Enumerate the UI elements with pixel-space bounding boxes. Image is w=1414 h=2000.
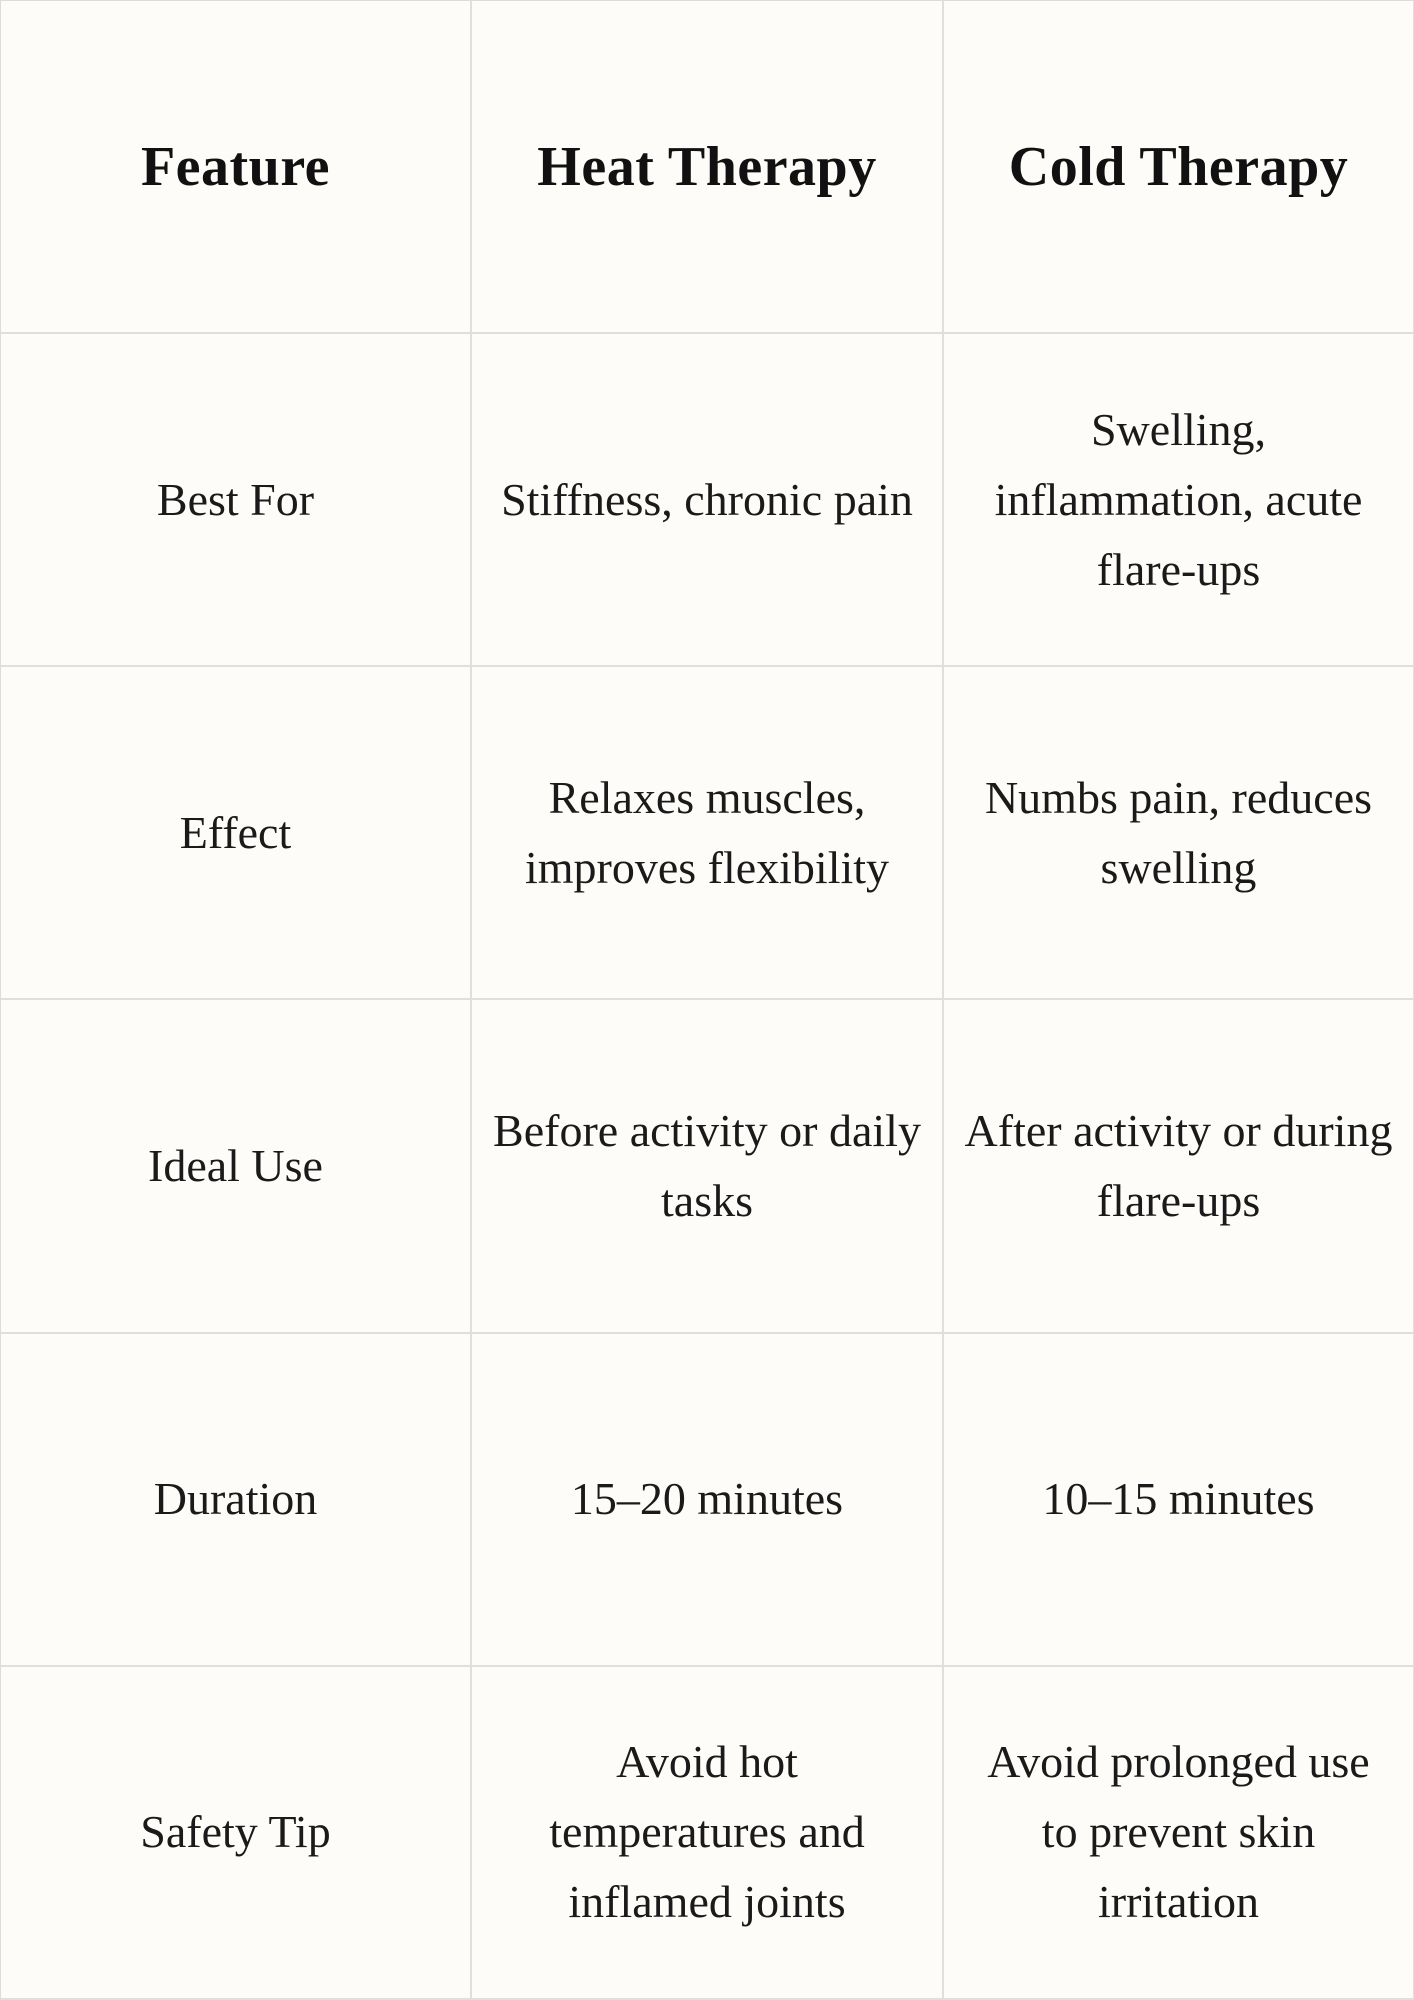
cell-text: After activity or during flare-ups bbox=[964, 1105, 1393, 1227]
header-cold-therapy bbox=[944, 1, 1414, 334]
row-best-for-cold bbox=[944, 334, 1414, 667]
cell-text: Numbs pain, reduces swelling bbox=[984, 771, 1373, 893]
cell-text: 15–20 minutes bbox=[570, 1473, 844, 1525]
row-duration-cold bbox=[944, 1334, 1414, 1667]
cell-text: Stiffness, chronic pain bbox=[501, 473, 913, 525]
row-ideal-use-heat bbox=[472, 1000, 944, 1333]
cell-text: 10–15 minutes bbox=[1042, 1473, 1315, 1525]
cell-text: Ideal Use bbox=[148, 1140, 323, 1192]
cell-text: Best For bbox=[156, 473, 315, 525]
row-duration-heat bbox=[472, 1334, 944, 1667]
header-feature bbox=[1, 1, 472, 334]
row-safety-tip-heat bbox=[472, 1667, 944, 2000]
row-ideal-use-cold bbox=[944, 1000, 1414, 1333]
header-cold-therapy-label: Cold Therapy bbox=[1008, 135, 1349, 198]
row-ideal-use-feature bbox=[1, 1000, 472, 1333]
row-duration-feature bbox=[1, 1334, 472, 1667]
cell-text: Avoid hot temperatures and inflamed joints bbox=[549, 1736, 865, 1928]
header-feature-label: Feature bbox=[140, 135, 331, 198]
cell-text: Effect bbox=[179, 806, 292, 858]
cell-text: Avoid prolonged use to prevent skin irritation bbox=[987, 1736, 1370, 1928]
row-safety-tip-feature bbox=[1, 1667, 472, 2000]
cell-text: Swelling, inflammation, acute flare-ups bbox=[994, 403, 1363, 595]
row-safety-tip-cold bbox=[944, 1667, 1414, 2000]
row-effect-cold bbox=[944, 667, 1414, 1000]
header-heat-therapy-label: Heat Therapy bbox=[537, 135, 877, 198]
row-best-for-feature bbox=[1, 334, 472, 667]
cell-text: Before activity or daily tasks bbox=[493, 1105, 921, 1227]
row-best-for-heat bbox=[472, 334, 944, 667]
cell-text: Relaxes muscles, improves flexibility bbox=[524, 771, 890, 893]
row-effect-feature bbox=[1, 667, 472, 1000]
row-effect-heat bbox=[472, 667, 944, 1000]
cell-text: Safety Tip bbox=[140, 1806, 331, 1858]
cell-text: Duration bbox=[153, 1473, 318, 1525]
header-heat-therapy bbox=[472, 1, 944, 334]
